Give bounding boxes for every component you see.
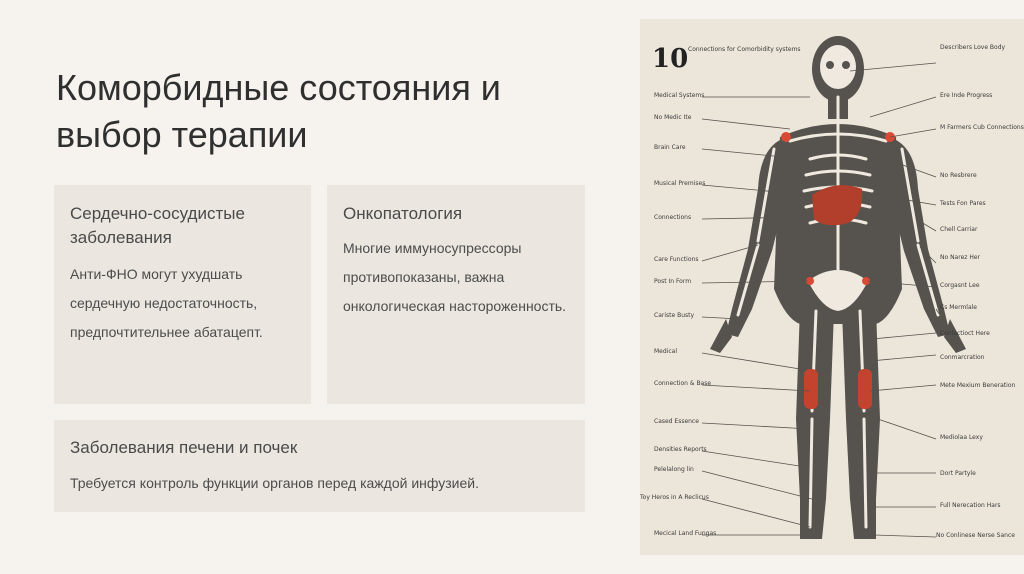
- slide-title: Коморбидные состояния и выбор терапии: [56, 67, 501, 155]
- figure-label-right: No Narez Her: [940, 254, 980, 261]
- figure-label-right: Corgasnt Lee: [940, 282, 980, 289]
- figure-label-right: No Resbrere: [940, 172, 977, 179]
- figure-label-right: Chell Carriar: [940, 226, 978, 233]
- figure-label-left: Cariste Busty: [654, 312, 695, 319]
- card-cardiovascular-text: Анти-ФНО могут ухудшать сердечную недостаточность, предпочтительнее абатацепт.: [70, 266, 263, 340]
- figure-label-right: No Conlinese Nerse Sance: [936, 532, 1015, 539]
- figure-label-left: Medical Systems: [654, 92, 705, 99]
- card-liver-kidney-text: Требуется контроль функции органов перед каждой инфузией.: [70, 475, 479, 491]
- figure-label-left: Musical Premises: [654, 180, 706, 187]
- figure-label-left: Post In Form: [654, 278, 692, 285]
- figure-number: 10: [652, 44, 689, 74]
- figure-label-right: Conmarcration: [940, 354, 985, 361]
- card-oncology-text: Многие иммуносупрессоры противопоказаны, важна онкологическая настороженность.: [343, 240, 567, 314]
- figure-label-left: Densities Reports: [654, 446, 707, 453]
- left-labels: [640, 92, 716, 537]
- anatomy-illustration: [640, 19, 1024, 555]
- figure-label-left: Connections: [654, 214, 692, 221]
- figure-label-right: Mete Mexium Beneration: [940, 382, 1016, 389]
- figure-label-left: Medical: [654, 348, 677, 355]
- figure-label-right: Dort Partyle: [940, 470, 976, 477]
- figure-label-left: Brain Care: [654, 144, 686, 151]
- figure-label-left: Mecical Land Fungas: [654, 530, 717, 537]
- card-liver-kidney: [54, 420, 585, 512]
- figure-label-right: M Farmers Cub Connections: [940, 124, 1024, 131]
- figure-label-left: Care Functions: [654, 256, 699, 263]
- figure-label-right: Mediolaa Lexy: [940, 434, 983, 441]
- card-cardiovascular-title: Сердечно-сосудистые заболевания: [70, 204, 245, 247]
- figure-label-right: Cs Mermlale: [940, 304, 977, 311]
- anatomy-svg: [640, 19, 1024, 555]
- skeleton: [738, 45, 938, 527]
- figure-label-right: Describers Love Body: [940, 44, 1006, 51]
- card-oncology-title: Онкопатология: [343, 204, 463, 223]
- figure-label-left: Toy Heros in A Reclicus: [640, 494, 709, 501]
- card-oncology: [327, 185, 585, 404]
- figure-label-left: Cased Essence: [654, 418, 699, 425]
- figure-label-left: No Medic Ite: [654, 114, 692, 121]
- card-cardiovascular: [54, 185, 311, 404]
- right-labels: [936, 44, 1024, 539]
- figure-label-right: Conlactioct Here: [940, 330, 990, 337]
- figure-label-right: Full Nerecation Hars: [940, 502, 1001, 509]
- figure-label-left: Pelelalong lin: [654, 466, 694, 473]
- figure-label-left: Connection & Base: [654, 380, 712, 387]
- card-liver-kidney-title: Заболевания печени и почек: [70, 438, 298, 457]
- figure-label-right: Tests Fon Pares: [940, 200, 986, 207]
- figure-label-right: Ere Inde Progress: [940, 92, 993, 99]
- figure-header-text: Connections for Comorbidity systems: [688, 46, 801, 53]
